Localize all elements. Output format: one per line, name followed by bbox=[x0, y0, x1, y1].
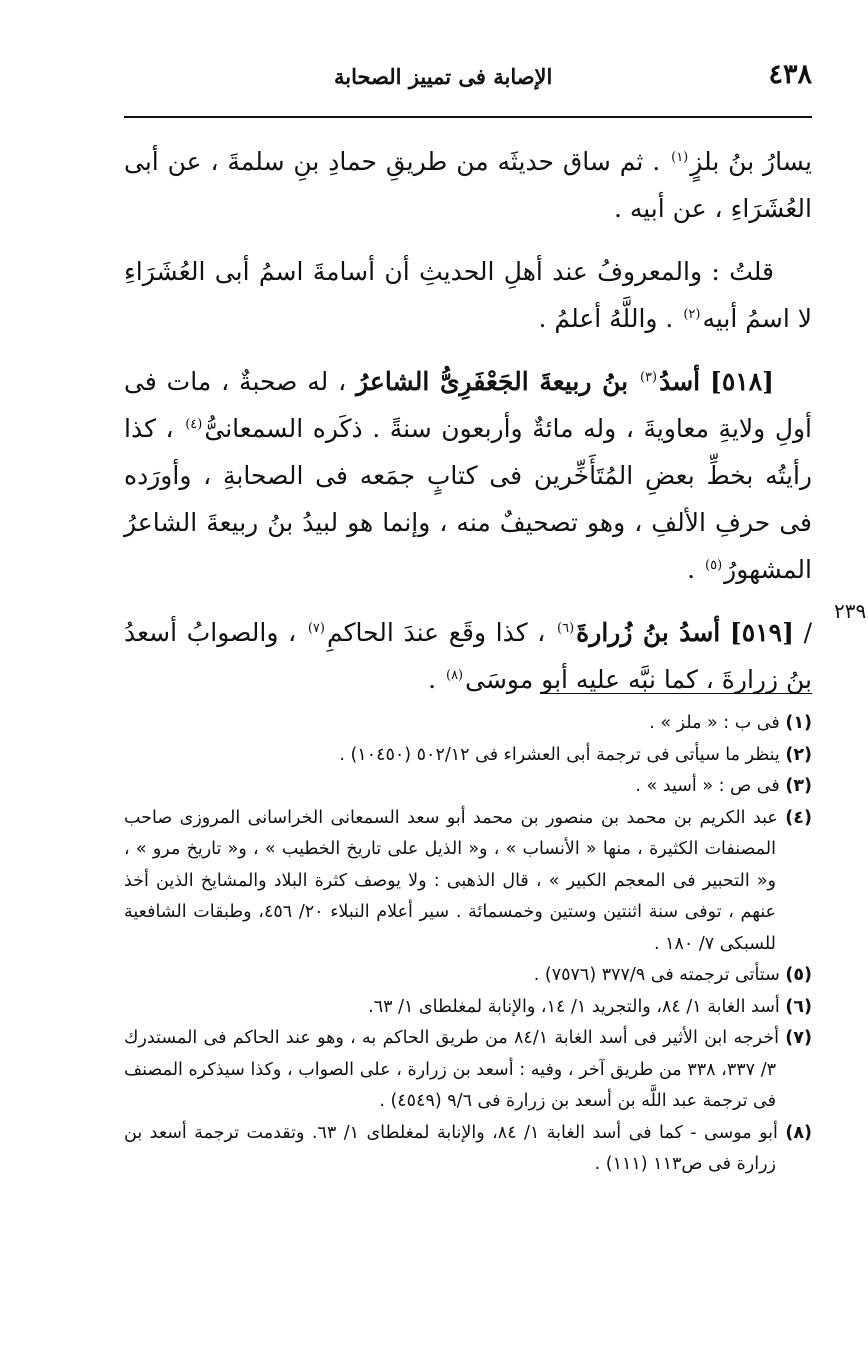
text-run: ، كذا وقَع عندَ الحاكمِ bbox=[326, 618, 546, 647]
footnote-number: (٤) bbox=[785, 807, 812, 828]
footnote-number: (٢) bbox=[785, 744, 812, 765]
footnote-number: (٨) bbox=[785, 1122, 812, 1143]
text-run: . ثم ساق حديثَه من طريقِ حمادِ بنِ سلمةَ ، عن أبى العُشَرَاءِ ، عن أبيه . bbox=[124, 147, 812, 223]
text-run: ، له صحبةٌ ، مات فى أولِ ولايةِ معاويةَ ، وله مائةٌ وأربعون سنةً . ذكَره السمعانىُّ bbox=[124, 367, 812, 443]
running-title: الإصابة فى تمييز الصحابة bbox=[334, 64, 553, 89]
entry-number: [٥١٩] bbox=[729, 618, 794, 647]
text-run: ، كذا رأيتُه بخطِّ بعضِ المُتَأَخِّرين فى كتابٍ جمَعه فى الصحابةِ ، وأورَده فى حرفِ الألفِ ، وهو تصحيفٌ منه ، وإنما هو لبيدُ بنُ ربيعةَ الشاعرُ المشهورُ bbox=[124, 414, 812, 584]
footnote-number: (٣) bbox=[785, 776, 812, 796]
entry-name: أسدُ بنُ زُرارةَ bbox=[576, 618, 721, 647]
footnote-text: أسد الغابة ١/ ٨٤، والتجريد ١/ ١٤، والإنابة لمغلطاى ١/ ٦٣. bbox=[368, 996, 780, 1017]
page-number: ٤٣٨ bbox=[768, 59, 812, 90]
text-run: يسارُ بنُ بلزٍ bbox=[690, 147, 812, 176]
paragraph-commentary bbox=[124, 248, 812, 342]
text-run: . واللَّهُ أعلمُ . bbox=[538, 304, 674, 333]
margin-page-reference: ٢٣٩ bbox=[834, 599, 867, 623]
footnote-text: أبو موسى - كما فى أسد الغابة ١/ ٨٤، والإنابة لمغلطاى ١/ ٦٣. وتقدمت ترجمة أسعد بن زرارة فى ص١١٣ (١١١) . bbox=[124, 1122, 778, 1174]
footnote-number: (٥) bbox=[785, 965, 812, 985]
footnote-marker: (١) bbox=[671, 149, 689, 165]
footnote-item bbox=[124, 708, 812, 740]
footnote-item bbox=[124, 803, 812, 961]
footnote-marker: (٤) bbox=[185, 416, 203, 432]
entry-519 bbox=[124, 609, 812, 703]
header-rule bbox=[124, 116, 812, 118]
text-run: . bbox=[428, 665, 437, 694]
footnote-item bbox=[124, 992, 812, 1024]
entry-518 bbox=[124, 358, 812, 593]
footnote-marker: (٣) bbox=[639, 369, 658, 385]
footnote-text: ينظر ما سيأتى فى ترجمة أبى العشراء فى ٥٠٢/١٢ (١٠٤٥٠) . bbox=[339, 744, 780, 765]
footnote-text: فى ص : « أسيد » . bbox=[635, 776, 780, 796]
footnote-text: عبد الكريم بن محمد بن منصور بن محمد أبو سعد السمعانى الخراسانى المروزى صاحب المصنفات الكثيرة ، منها « الأنساب » ، و« الذيل على تاريخ الخطيب » ، و« تاريخ مرو » ، و« التحبير فى المعجم الكبير » ، قال الذهبى : ولا يوصف كثرة البلاد والمشايخ الذين أخذ عنهم ، توفى سنة اثنتين وستين وخمسمائة . سير أعلام النبلاء ٢٠/ ٤٥٦، وطبقات الشافعية للسبكى ٧/ ١٨٠ . bbox=[124, 807, 778, 954]
entry-name: بنُ ربيعةَ الجَعْفَرِىُّ الشاعرُ bbox=[356, 367, 629, 396]
paragraph-continuation bbox=[124, 138, 812, 232]
footnote-item bbox=[124, 1118, 812, 1181]
footnote-text: أخرجه ابن الأثير فى أسد الغابة ٨٤/١ من طريق الحاكم به ، وهو عند الحاكم فى المستدرك ٣/ ٣٣٧، ٣٣٨ من طريق آخر ، وفيه : أسعد بن زرارة ، على الصواب ، وكذا سيذكره المصنف فى ترجمة عبد اللَّه بن أسعد بن زرارة فى ٩/٦ (٤٥٤٩) . bbox=[124, 1028, 779, 1111]
footnote-marker: (٥) bbox=[705, 557, 723, 573]
text-run: ، والصوابُ أسعدُ بنُ زرارةَ ، كما نبَّه عليه أبو موسَى bbox=[124, 618, 812, 694]
footnote-marker: (٧) bbox=[307, 620, 325, 636]
footnote-item bbox=[124, 1023, 812, 1118]
footnote-number: (٦) bbox=[785, 996, 812, 1017]
footnote-number: (١) bbox=[785, 713, 812, 733]
footnote-marker: (٦) bbox=[557, 620, 575, 636]
entry-number: [٥١٨] bbox=[710, 367, 774, 396]
text-run: قلتُ : والمعروفُ عند أهلِ الحديثِ أن أسامةَ اسمُ أبى العُشَرَاءِ لا اسمُ أبيه bbox=[124, 257, 812, 333]
footnote-text: فى ب : « ملز » . bbox=[649, 713, 780, 733]
footnotes bbox=[124, 708, 812, 1181]
page-break-marker: / bbox=[803, 618, 812, 647]
footnote-separator bbox=[540, 693, 812, 694]
text-run: . bbox=[687, 555, 696, 584]
page-header bbox=[124, 58, 812, 106]
entry-name: أسدُ bbox=[659, 367, 701, 396]
footnote-marker: (٨) bbox=[445, 667, 464, 683]
footnote-item bbox=[124, 740, 812, 772]
footnote-marker: (٢) bbox=[683, 306, 701, 322]
footnote-item bbox=[124, 960, 812, 992]
footnote-item bbox=[124, 771, 812, 803]
main-text bbox=[124, 138, 812, 719]
footnote-number: (٧) bbox=[785, 1028, 812, 1048]
footnote-text: ستأتى ترجمته فى ٣٧٧/٩ (٧٥٧٦) . bbox=[533, 965, 780, 985]
